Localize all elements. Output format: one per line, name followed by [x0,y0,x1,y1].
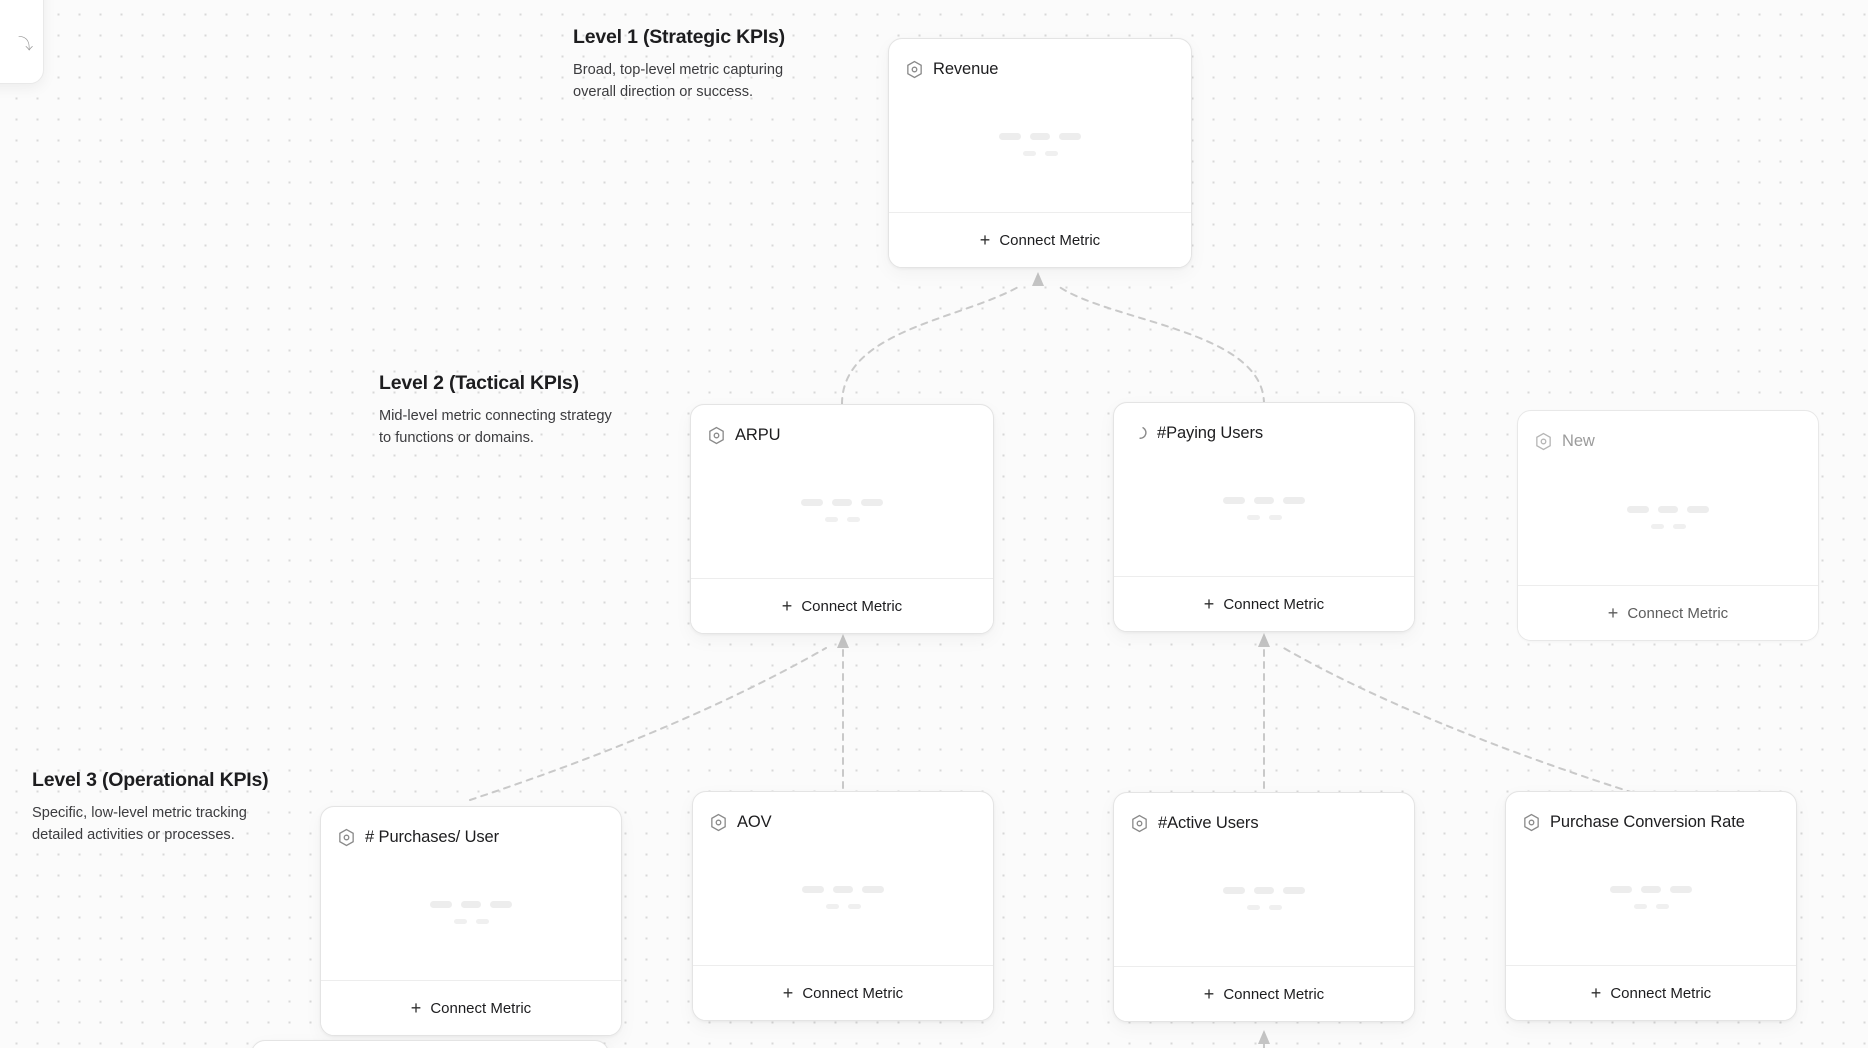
card-header [691,405,993,449]
card-title: # Purchases/ User [365,827,500,846]
card-placeholder-body [693,836,993,965]
card-placeholder-body [1518,455,1818,585]
card-title: Purchase Conversion Rate [1550,812,1745,831]
plus-icon: + [410,998,422,1018]
connect-metric-label: Connect Metric [430,999,532,1017]
card-title: #Paying Users [1157,423,1263,442]
hexagon-target-icon [337,828,356,847]
connect-metric-button[interactable] [1506,965,1796,1020]
level-3-desc: Specific, low-level metric tracking detailed activities or processes. [32,805,247,843]
card-title: AOV [737,812,772,831]
skeleton-row [801,499,883,506]
card-title: New [1562,431,1595,450]
hexagon-target-icon [709,813,728,832]
card-title: Revenue [933,59,999,78]
edge-paying-users-revenue [1058,286,1264,404]
metric-card-new[interactable] [1517,410,1819,641]
card-header [1114,793,1414,837]
spinner-icon [1130,424,1148,442]
hexagon-target-icon [1534,432,1553,451]
card-placeholder-body [1114,447,1414,576]
metric-card-paying-users[interactable] [1113,402,1415,632]
plus-icon: + [1203,984,1215,1004]
floating-corner-panel[interactable] [0,0,44,84]
plus-icon: + [781,596,793,616]
connect-metric-button[interactable] [1114,576,1414,631]
card-placeholder-body [889,83,1191,212]
arrowhead-arpu [837,634,849,648]
card-header [889,39,1191,83]
skeleton-row [1610,886,1692,893]
connect-metric-button[interactable] [1114,966,1414,1021]
metric-card-revenue[interactable] [888,38,1192,268]
plus-icon: + [1607,603,1619,623]
level-1-title: Level 1 (Strategic KPIs) [573,26,785,48]
plus-icon: + [782,983,794,1003]
level-1-desc: Broad, top-level metric capturing overall direction or success. [573,62,784,100]
card-header [1114,403,1414,447]
hexagon-target-icon [905,60,924,79]
skeleton-row [430,901,512,908]
connect-metric-label: Connect Metric [999,231,1101,249]
level-2-title: Level 2 (Tactical KPIs) [379,372,579,394]
connect-metric-label: Connect Metric [1610,984,1712,1002]
hexagon-target-icon [1130,814,1149,833]
card-header [1506,792,1796,836]
metric-card-arpu[interactable] [690,404,994,634]
hexagon-target-icon [707,426,726,445]
card-header [693,792,993,836]
skeleton-row [1223,887,1305,894]
card-placeholder-body [321,851,621,980]
metric-card-purchase-conversion-rate[interactable] [1505,791,1797,1021]
edge-arpu-revenue [842,286,1020,404]
card-title: ARPU [735,425,781,444]
card-placeholder-body [1114,837,1414,966]
skeleton-row-small [1651,524,1686,529]
card-header [1518,411,1818,455]
skeleton-row [802,886,884,893]
level-3-title: Level 3 (Operational KPIs) [32,769,269,791]
skeleton-row-small [454,919,489,924]
card-placeholder-body [1506,836,1796,965]
connect-metric-button[interactable] [321,980,621,1035]
skeleton-row-small [825,517,860,522]
edge-purchases-arpu [470,648,826,800]
skeleton-row-small [1634,904,1669,909]
card-header [321,807,621,851]
plus-icon: + [1203,594,1215,614]
connect-metric-label: Connect Metric [802,984,904,1002]
hexagon-target-icon [1522,813,1541,832]
metric-card-purchases-per-user[interactable] [320,806,622,1036]
metric-card-offscreen-bottom[interactable] [251,1040,609,1048]
edge-purchase-conv-paying-users [1282,647,1656,800]
level-1-label [573,26,818,103]
arrowhead-revenue [1032,272,1044,286]
arrowhead-bottom [1258,1030,1270,1044]
card-placeholder-body [691,449,993,578]
skeleton-row [1223,497,1305,504]
skeleton-row-small [1023,151,1058,156]
skeleton-row-small [826,904,861,909]
connect-metric-label: Connect Metric [1223,595,1325,613]
level-3-label [32,769,282,846]
skeleton-row-small [1247,905,1282,910]
connect-metric-label: Connect Metric [801,597,903,615]
connect-metric-button[interactable] [1518,585,1818,640]
plus-icon: + [1590,983,1602,1003]
connect-metric-label: Connect Metric [1627,604,1729,622]
arrowhead-paying-users [1258,633,1270,647]
skeleton-row [999,133,1081,140]
level-2-label [379,372,619,449]
level-2-desc: Mid-level metric connecting strategy to functions or domains. [379,408,612,446]
connect-metric-label: Connect Metric [1223,985,1325,1003]
plus-icon: + [979,230,991,250]
metric-card-active-users[interactable] [1113,792,1415,1022]
metric-card-aov[interactable] [692,791,994,1021]
skeleton-row [1627,506,1709,513]
card-title: #Active Users [1158,813,1259,832]
undo-arrow-icon[interactable]: ⤵ [17,36,33,53]
connect-metric-button[interactable] [691,578,993,633]
connect-metric-button[interactable] [693,965,993,1020]
skeleton-row-small [1247,515,1282,520]
connect-metric-button[interactable] [889,212,1191,267]
